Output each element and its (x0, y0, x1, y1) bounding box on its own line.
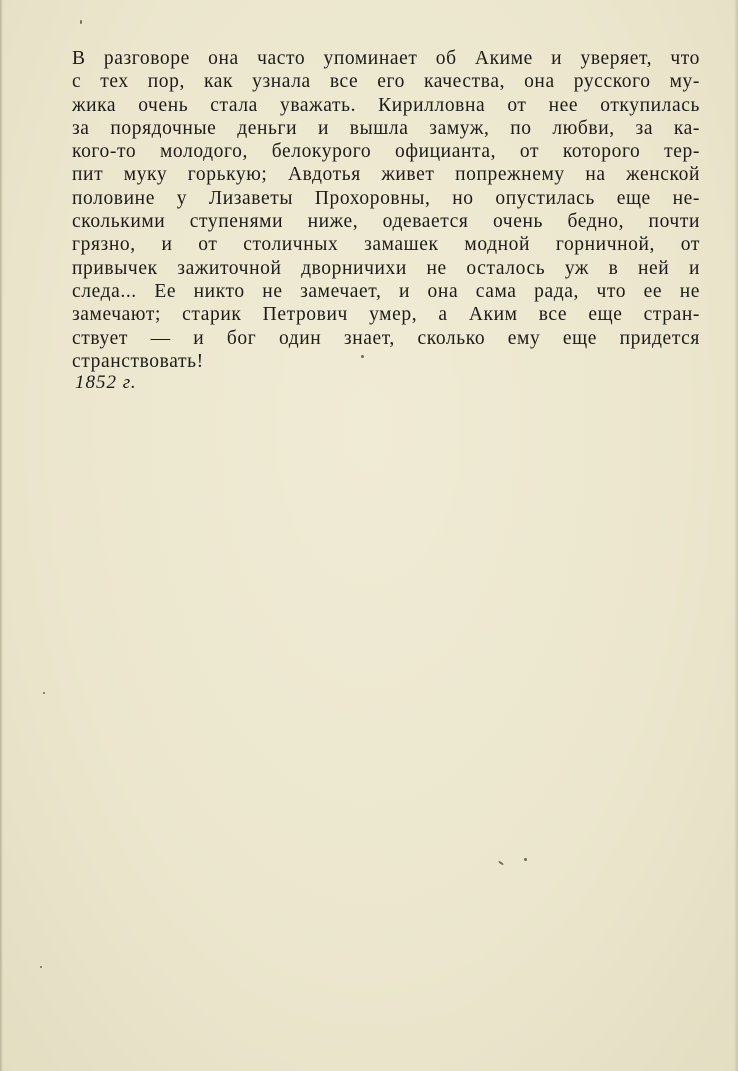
print-speck (361, 355, 364, 358)
text-line: жика очень стала уважать. Кирилловна от нее откупилась (72, 94, 700, 116)
text-line: половине у Лизаветы Прохоровны, но опустилась еще не- (72, 187, 700, 209)
text-line: грязно, и от столичных замашек модной горничной, от (72, 234, 700, 256)
text-line: следа... Ее никто не замечает, и она сама рада, что ее не (72, 280, 700, 302)
text-line: с тех пор, как узнала все его качества, она русского му- (72, 71, 700, 93)
text-line: кого-то молодого, белокурого официанта, от которого тер- (72, 141, 700, 163)
print-speck (498, 860, 504, 865)
print-speck (43, 692, 45, 694)
page-left-edge (0, 0, 3, 1071)
page-right-edge (734, 0, 738, 1071)
text-line: замечают; старик Петрович умер, а Аким все еще стран- (72, 304, 700, 326)
text-line: сколькими ступенями ниже, одевается очень бедно, почти (72, 211, 700, 233)
text-line: пит муку горькую; Авдотья живет попрежнему на женской (72, 164, 700, 186)
text-line: В разговоре она часто упоминает об Акиме и уверяет, что (72, 48, 700, 69)
text-line: за порядочные деньги и вышла замуж, по любви, за ка- (72, 117, 700, 139)
text-line: ствует — и бог один знает, сколько ему еще придется (72, 327, 700, 349)
text-line: привычек зажиточной дворничихи не осталось уж в ней и (72, 257, 700, 279)
date-signature: 1852 г. (75, 372, 137, 393)
body-paragraph (72, 47, 700, 373)
print-speck (524, 858, 527, 861)
print-speck (80, 20, 82, 24)
text-line: странствовать! (72, 350, 204, 372)
print-speck (40, 966, 42, 968)
